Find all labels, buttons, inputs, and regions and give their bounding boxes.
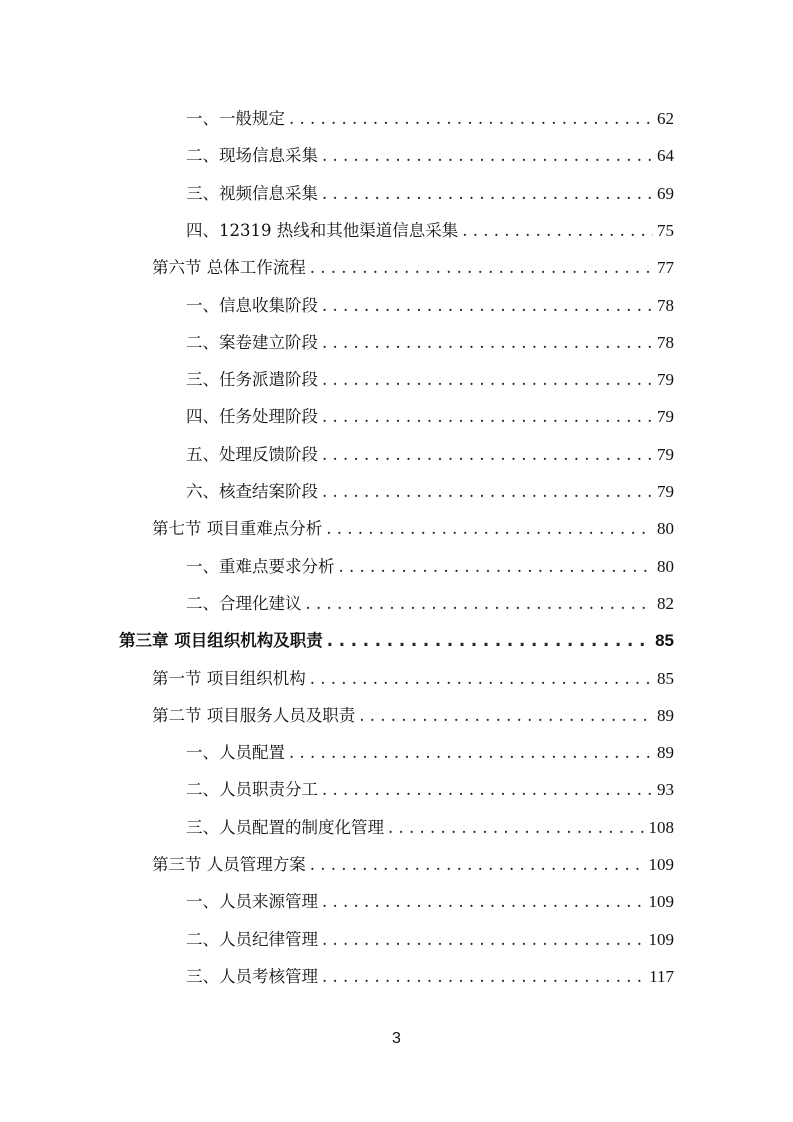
toc-entry-page: 80 [657, 556, 674, 576]
toc-entry-page: 77 [657, 258, 674, 278]
toc-entry-title: 四、12319 热线和其他渠道信息采集 [186, 220, 459, 240]
dot-leader [310, 661, 653, 697]
toc-entry-title: 一、重难点要求分析 [186, 556, 335, 576]
toc-entry-item[interactable] [186, 288, 674, 324]
toc-entry-item[interactable] [186, 810, 674, 846]
toc-entry-page: 89 [657, 705, 674, 725]
toc-entry-title: 三、人员配置的制度化管理 [186, 817, 384, 837]
toc-entry-page: 78 [657, 295, 674, 315]
dot-leader [289, 735, 653, 771]
dot-leader [322, 138, 653, 174]
toc-entry-page: 79 [657, 444, 674, 464]
toc-entry-section[interactable] [152, 511, 674, 547]
toc-entry-title: 二、合理化建议 [186, 593, 302, 613]
dot-leader [339, 549, 654, 585]
toc-entry-title: 一、人员来源管理 [186, 892, 318, 912]
toc-entry-title: 一、一般规定 [186, 109, 285, 128]
toc-entry-title: 四、任务处理阶段 [186, 407, 318, 427]
dot-leader [359, 698, 653, 734]
toc-entry-section[interactable] [152, 698, 674, 734]
dot-leader [322, 474, 653, 510]
toc-entry-item[interactable] [186, 101, 674, 137]
toc-entry-page: 79 [657, 370, 674, 390]
dot-leader [327, 623, 651, 659]
toc-entry-page: 109 [648, 855, 674, 874]
toc-entry-section[interactable] [152, 250, 674, 286]
toc-entry-title: 三、视频信息采集 [186, 183, 318, 203]
dot-leader [322, 437, 653, 473]
toc-entry-page: 80 [657, 519, 674, 539]
toc-entry-title: 第三章 项目组织机构及职责 [119, 631, 323, 651]
toc-entry-item[interactable] [186, 138, 674, 174]
dot-leader [462, 213, 653, 249]
toc-entry-title: 第二节 项目服务人员及职责 [152, 705, 356, 725]
toc-entry-item[interactable] [186, 325, 674, 361]
toc-entry-item[interactable] [186, 735, 674, 771]
toc-entry-title: 第三节 人员管理方案 [152, 855, 306, 874]
toc-entry-page: 109 [648, 892, 674, 912]
toc-entry-page: 82 [657, 593, 674, 613]
dot-leader [322, 325, 653, 361]
toc-entry-section[interactable] [152, 661, 674, 697]
toc-entry-chapter[interactable] [119, 623, 674, 659]
dot-leader [322, 772, 653, 808]
toc-entry-title: 三、任务派遣阶段 [186, 370, 318, 390]
toc-entry-page: 85 [655, 631, 674, 651]
dot-leader [322, 884, 645, 920]
toc-entry-page: 109 [648, 929, 674, 949]
toc-entry-page: 89 [657, 743, 674, 763]
toc-entry-title: 一、人员配置 [186, 743, 285, 763]
toc-entry-item[interactable] [186, 399, 674, 435]
toc-entry-section[interactable] [152, 847, 674, 883]
page-number: 3 [392, 1030, 401, 1047]
toc-entry-title: 三、人员考核管理 [186, 966, 318, 986]
dot-leader [322, 399, 653, 435]
toc-entry-item[interactable] [186, 474, 674, 510]
dot-leader [310, 847, 645, 883]
toc-entry-title: 一、信息收集阶段 [186, 295, 318, 315]
toc-entry-page: 79 [657, 407, 674, 427]
toc-entry-item[interactable] [186, 437, 674, 473]
toc-entry-page: 79 [657, 482, 674, 501]
toc-entry-page: 64 [657, 146, 674, 166]
toc-entry-title: 六、核查结案阶段 [186, 482, 318, 501]
dot-leader [322, 959, 645, 995]
dot-leader [306, 586, 654, 622]
dot-leader [310, 250, 653, 286]
toc-entry-title: 二、现场信息采集 [186, 146, 318, 166]
toc-entry-title: 二、人员职责分工 [186, 780, 318, 800]
toc-entry-item[interactable] [186, 772, 674, 808]
toc-entry-page: 93 [657, 780, 674, 800]
toc-entry-item[interactable] [186, 884, 674, 920]
dot-leader [322, 176, 653, 212]
toc-entry-item[interactable] [186, 959, 674, 995]
toc-entry-page: 85 [657, 668, 674, 688]
toc-entry-title: 二、人员纪律管理 [186, 929, 318, 949]
toc-entry-page: 62 [657, 109, 674, 128]
toc-entry-page: 108 [648, 817, 674, 837]
dot-leader [322, 922, 645, 958]
toc-entry-page: 78 [657, 332, 674, 352]
toc-entry-item[interactable] [186, 586, 674, 622]
toc-entry-page: 75 [657, 220, 674, 240]
toc-entry-title: 第七节 项目重难点分析 [152, 519, 323, 539]
dot-leader [388, 810, 645, 846]
toc-entry-title: 五、处理反馈阶段 [186, 444, 318, 464]
toc-entry-title: 第六节 总体工作流程 [152, 258, 306, 278]
toc-entry-title: 二、案卷建立阶段 [186, 332, 318, 352]
toc-entry-item[interactable] [186, 922, 674, 958]
dot-leader [322, 362, 653, 398]
toc-entry-item[interactable] [186, 213, 674, 249]
dot-leader [289, 101, 653, 137]
dot-leader [326, 511, 653, 547]
toc-entry-item[interactable] [186, 362, 674, 398]
toc-entry-page: 117 [649, 966, 674, 986]
toc-entry-item[interactable] [186, 549, 674, 585]
toc-entry-page: 69 [657, 183, 674, 203]
toc-entry-title: 第一节 项目组织机构 [152, 668, 306, 688]
dot-leader [322, 288, 653, 324]
toc-entry-item[interactable] [186, 176, 674, 212]
